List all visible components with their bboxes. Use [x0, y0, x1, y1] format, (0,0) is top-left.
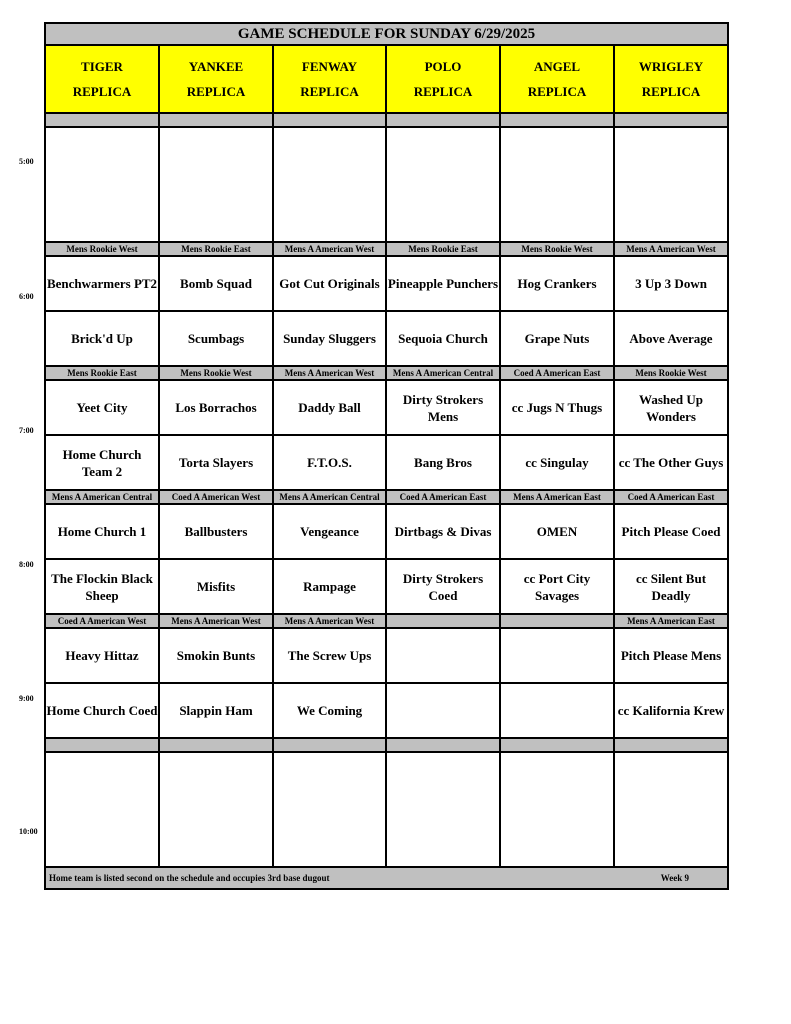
home-team: Home Church Coed	[45, 683, 159, 738]
field-sub: REPLICA	[413, 84, 473, 99]
time-label: 5:00	[19, 157, 34, 166]
away-team: Los Borrachos	[159, 380, 273, 435]
time-label: 10:00	[19, 827, 38, 836]
field-sub: REPLICA	[527, 84, 587, 99]
division-label	[386, 614, 500, 628]
away-team: Heavy Hittaz	[45, 628, 159, 683]
field-name: POLO	[424, 59, 462, 74]
away-team: OMEN	[500, 504, 614, 559]
away-team-row	[45, 256, 728, 311]
division-label: Mens A American West	[159, 614, 273, 628]
division-label: Mens Rookie East	[45, 366, 159, 380]
home-team: cc Silent But Deadly	[614, 559, 728, 614]
schedule-table	[44, 22, 729, 890]
schedule-title: GAME SCHEDULE FOR SUNDAY 6/29/2025	[45, 23, 728, 45]
field-header	[614, 45, 728, 113]
field-name: YANKEE	[188, 59, 244, 74]
home-team: Misfits	[159, 559, 273, 614]
away-team: Vengeance	[273, 504, 386, 559]
division-label: Mens A American East	[614, 614, 728, 628]
field-sub: REPLICA	[641, 84, 701, 99]
division-label: Mens A American Central	[386, 366, 500, 380]
time-label: 6:00	[19, 292, 34, 301]
home-team: We Coming	[273, 683, 386, 738]
home-team-row	[45, 683, 728, 738]
field-header	[273, 45, 386, 113]
away-team: Got Cut Originals	[273, 256, 386, 311]
field-sub: REPLICA	[72, 84, 132, 99]
division-label: Mens A American West	[273, 366, 386, 380]
home-team: cc Port City Savages	[500, 559, 614, 614]
away-team	[500, 628, 614, 683]
division-label: Mens A American Central	[45, 490, 159, 504]
week-label: Week 9	[660, 873, 690, 883]
slot-row-10pm	[45, 752, 728, 867]
home-team	[386, 683, 500, 738]
away-team: Pitch Please Mens	[614, 628, 728, 683]
home-team: cc Kalifornia Krew	[614, 683, 728, 738]
away-team: Hog Crankers	[500, 256, 614, 311]
home-team: cc Singulay	[500, 435, 614, 490]
away-team: Bomb Squad	[159, 256, 273, 311]
away-team: Pineapple Punchers	[386, 256, 500, 311]
division-label: Coed A American East	[614, 490, 728, 504]
division-row	[45, 366, 728, 380]
division-label: Coed A American West	[45, 614, 159, 628]
away-team: 3 Up 3 Down	[614, 256, 728, 311]
field-sub: REPLICA	[186, 84, 246, 99]
division-label: Mens A American West	[273, 242, 386, 256]
division-label	[500, 614, 614, 628]
division-label: Mens A American Central	[273, 490, 386, 504]
home-team: Bang Bros	[386, 435, 500, 490]
home-team: The Flockin Black Sheep	[45, 559, 159, 614]
time-label: 8:00	[19, 560, 34, 569]
division-label: Mens Rookie East	[386, 242, 500, 256]
division-label: Mens A American West	[614, 242, 728, 256]
home-team: Sunday Sluggers	[273, 311, 386, 366]
time-label: 9:00	[19, 694, 34, 703]
footer-row	[45, 867, 728, 889]
division-row	[45, 614, 728, 628]
home-team: Dirty Strokers Coed	[386, 559, 500, 614]
home-team: Grape Nuts	[500, 311, 614, 366]
separator-row	[45, 738, 728, 752]
home-team: Brick'd Up	[45, 311, 159, 366]
home-team-row	[45, 311, 728, 366]
footer	[45, 867, 728, 889]
field-name: TIGER	[81, 59, 123, 74]
home-team: F.T.O.S.	[273, 435, 386, 490]
home-team	[500, 683, 614, 738]
home-team: Home Church Team 2	[45, 435, 159, 490]
home-team: Above Average	[614, 311, 728, 366]
field-name: FENWAY	[301, 59, 358, 74]
division-label: Mens A American East	[500, 490, 614, 504]
slot-row-5pm	[45, 127, 728, 242]
home-team-row	[45, 435, 728, 490]
division-label: Mens Rookie West	[614, 366, 728, 380]
away-team: Daddy Ball	[273, 380, 386, 435]
away-team: Smokin Bunts	[159, 628, 273, 683]
field-header	[45, 45, 159, 113]
field-header	[386, 45, 500, 113]
away-team: The Screw Ups	[273, 628, 386, 683]
division-label: Coed A American West	[159, 490, 273, 504]
home-team: Sequoia Church	[386, 311, 500, 366]
away-team-row	[45, 380, 728, 435]
away-team: Ballbusters	[159, 504, 273, 559]
field-sub: REPLICA	[300, 84, 359, 99]
home-team: Rampage	[273, 559, 386, 614]
away-team: Dirtbags & Divas	[386, 504, 500, 559]
field-header	[500, 45, 614, 113]
home-team: cc The Other Guys	[614, 435, 728, 490]
away-team: Yeet City	[45, 380, 159, 435]
home-team: Scumbags	[159, 311, 273, 366]
field-header	[159, 45, 273, 113]
away-team: cc Jugs N Thugs	[500, 380, 614, 435]
away-team: Washed Up Wonders	[614, 380, 728, 435]
away-team: Pitch Please Coed	[614, 504, 728, 559]
away-team: Benchwarmers PT2	[45, 256, 159, 311]
away-team: Home Church 1	[45, 504, 159, 559]
home-team: Slappin Ham	[159, 683, 273, 738]
footer-note: Home team is listed second on the schedule and occupies 3rd base dugout	[49, 873, 330, 883]
home-team: Torta Slayers	[159, 435, 273, 490]
away-team: Dirty Strokers Mens	[386, 380, 500, 435]
division-label: Mens Rookie West	[45, 242, 159, 256]
division-label: Mens Rookie East	[159, 242, 273, 256]
field-header-row	[45, 45, 728, 113]
separator-row	[45, 113, 728, 127]
away-team-row	[45, 504, 728, 559]
field-name: ANGEL	[533, 59, 581, 74]
home-team-row	[45, 559, 728, 614]
division-row	[45, 490, 728, 504]
division-label: Mens Rookie West	[159, 366, 273, 380]
division-label: Coed A American East	[500, 366, 614, 380]
away-team-row	[45, 628, 728, 683]
away-team	[386, 628, 500, 683]
division-row	[45, 242, 728, 256]
division-label: Coed A American East	[386, 490, 500, 504]
division-label: Mens A American West	[273, 614, 386, 628]
time-label: 7:00	[19, 426, 34, 435]
division-label: Mens Rookie West	[500, 242, 614, 256]
field-name: WRIGLEY	[638, 59, 704, 74]
